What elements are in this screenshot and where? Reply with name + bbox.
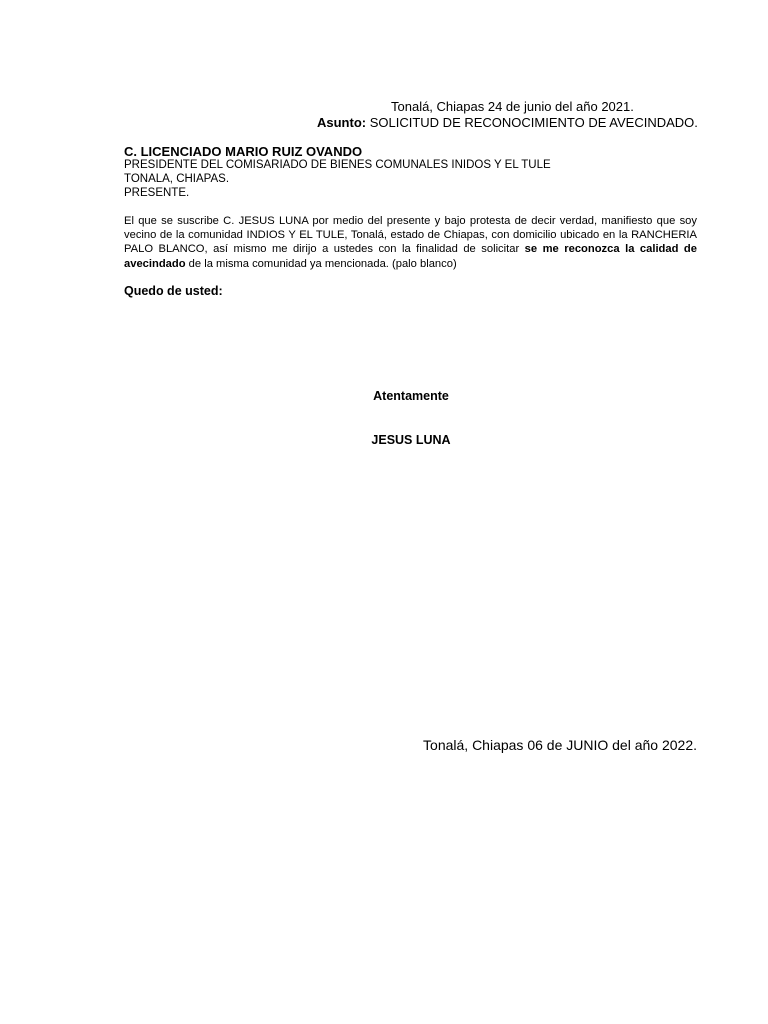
sign-off: Atentamente — [373, 389, 449, 403]
subject-text: SOLICITUD DE RECONOCIMIENTO DE AVECINDADO. — [366, 115, 698, 130]
body-paragraph — [124, 214, 697, 271]
subject-line — [317, 115, 698, 130]
recipient-position: PRESIDENTE DEL COMISARIADO DE BIENES COMUNALES INIDOS Y EL TULE — [124, 159, 551, 171]
body-text-part2: de la misma comunidad ya mencionada. (palo blanco) — [185, 257, 457, 270]
recipient-presente: PRESENTE. — [124, 187, 190, 199]
recipient-name: C. LICENCIADO MARIO RUIZ OVANDO — [124, 144, 363, 159]
recipient-location: TONALA, CHIAPAS. — [124, 173, 230, 185]
header-date: Tonalá, Chiapas 24 de junio del año 2021. — [391, 99, 634, 114]
closing-phrase: Quedo de usted: — [124, 284, 223, 298]
footer-date: Tonalá, Chiapas 06 de JUNIO del año 2022. — [423, 737, 697, 753]
subject-label: Asunto: — [317, 115, 367, 130]
body-text-bold: se me reconozca la calidad de avecindado — [124, 243, 697, 270]
signer-name: JESUS LUNA — [371, 433, 451, 447]
body-text-part1: El que se suscribe C. JESUS LUNA por medio del presente y bajo protesta de decir verdad, manifiesto que soy vecino de la comunidad INDIOS Y EL TULE, Tonalá, estado de Chiapas, con domicilio ubicado en la RANCHERIA PALO BLANCO, así mismo me dirijo a ustedes con la finalidad de solicitar — [124, 215, 697, 256]
